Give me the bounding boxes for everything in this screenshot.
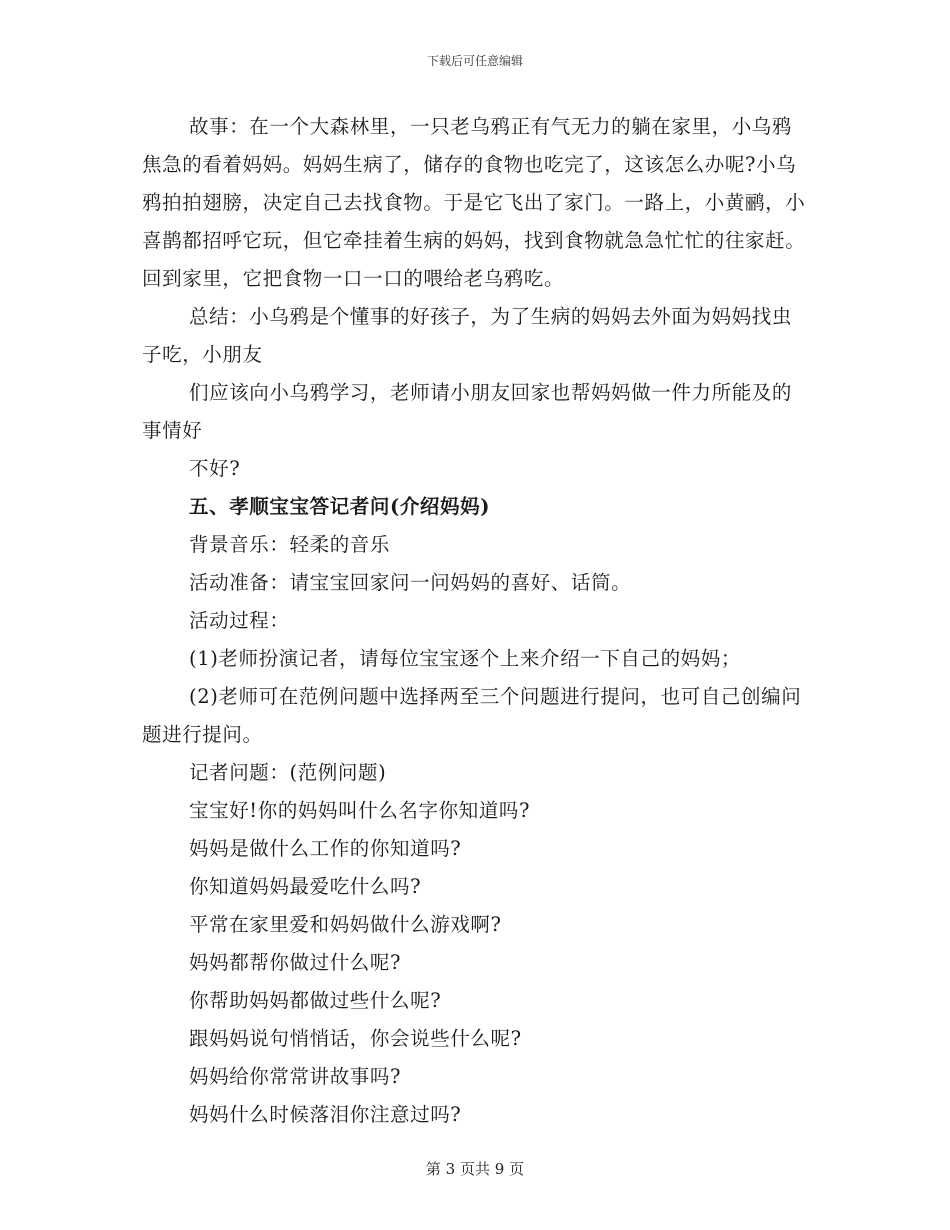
question-item: 妈妈给你常常讲故事吗? xyxy=(189,1065,402,1088)
question-item: 你帮助妈妈都做过些什么呢? xyxy=(189,989,442,1012)
activity-process-label: 活动过程： xyxy=(189,609,290,632)
question-item: 宝宝好!你的妈妈叫什么名字你知道吗? xyxy=(189,799,531,822)
question-item: 你知道妈妈最爱吃什么吗? xyxy=(189,875,422,898)
page-header-note: 下载后可任意编辑 xyxy=(426,54,523,68)
story-paragraph: 故事：在一个大森林里，一只老乌鸦正有气无力的躺在家里，小乌鸦焦急的看着妈妈。妈妈生病了，储存的食物也吃完了，这该怎么办呢?小乌鸦拍拍翅膀，决定自己去找食物。于是它飞出了家门。一路上，小黄鹂，小喜鹊都招呼它玩，但它牵挂着生病的妈妈，找到食物就急急忙忙的往家赶。回到家里，它把食物一口一口的喂给老乌鸦吃。 xyxy=(142,115,806,290)
question-item: 跟妈妈说句悄悄话，你会说些什么呢? xyxy=(189,1027,522,1050)
section-heading: 五、孝顺宝宝答记者问(介绍妈妈) xyxy=(189,495,491,518)
question-item: 妈妈是做什么工作的你知道吗? xyxy=(189,837,462,860)
process-step-1: (1)老师扮演记者，请每位宝宝逐个上来介绍一下自己的妈妈； xyxy=(189,647,742,670)
activity-preparation: 活动准备：请宝宝回家问一问妈妈的喜好、话筒。 xyxy=(189,571,632,594)
process-step-2: (2)老师可在范例问题中选择两至三个问题进行提问，也可自己创编问题进行提问。 xyxy=(142,685,802,746)
document-body xyxy=(142,108,808,1134)
question-item: 妈妈都帮你做过什么呢? xyxy=(189,951,402,974)
background-music: 背景音乐：轻柔的音乐 xyxy=(189,533,391,556)
summary-ending: 不好? xyxy=(189,457,241,480)
summary-paragraph: 总结：小乌鸦是个懂事的好孩子，为了生病的妈妈去外面为妈妈找虫子吃，小朋友 xyxy=(142,305,793,366)
page-number-footer: 第 3 页共 9 页 xyxy=(425,1160,525,1178)
summary-continuation: 们应该向小乌鸦学习，老师请小朋友回家也帮妈妈做一件力所能及的事情好 xyxy=(142,381,793,442)
reporter-questions-label: 记者问题：(范例问题) xyxy=(189,761,387,784)
question-item: 妈妈什么时候落泪你注意过吗? xyxy=(189,1103,462,1126)
question-item: 平常在家里爱和妈妈做什么游戏啊? xyxy=(189,913,502,936)
